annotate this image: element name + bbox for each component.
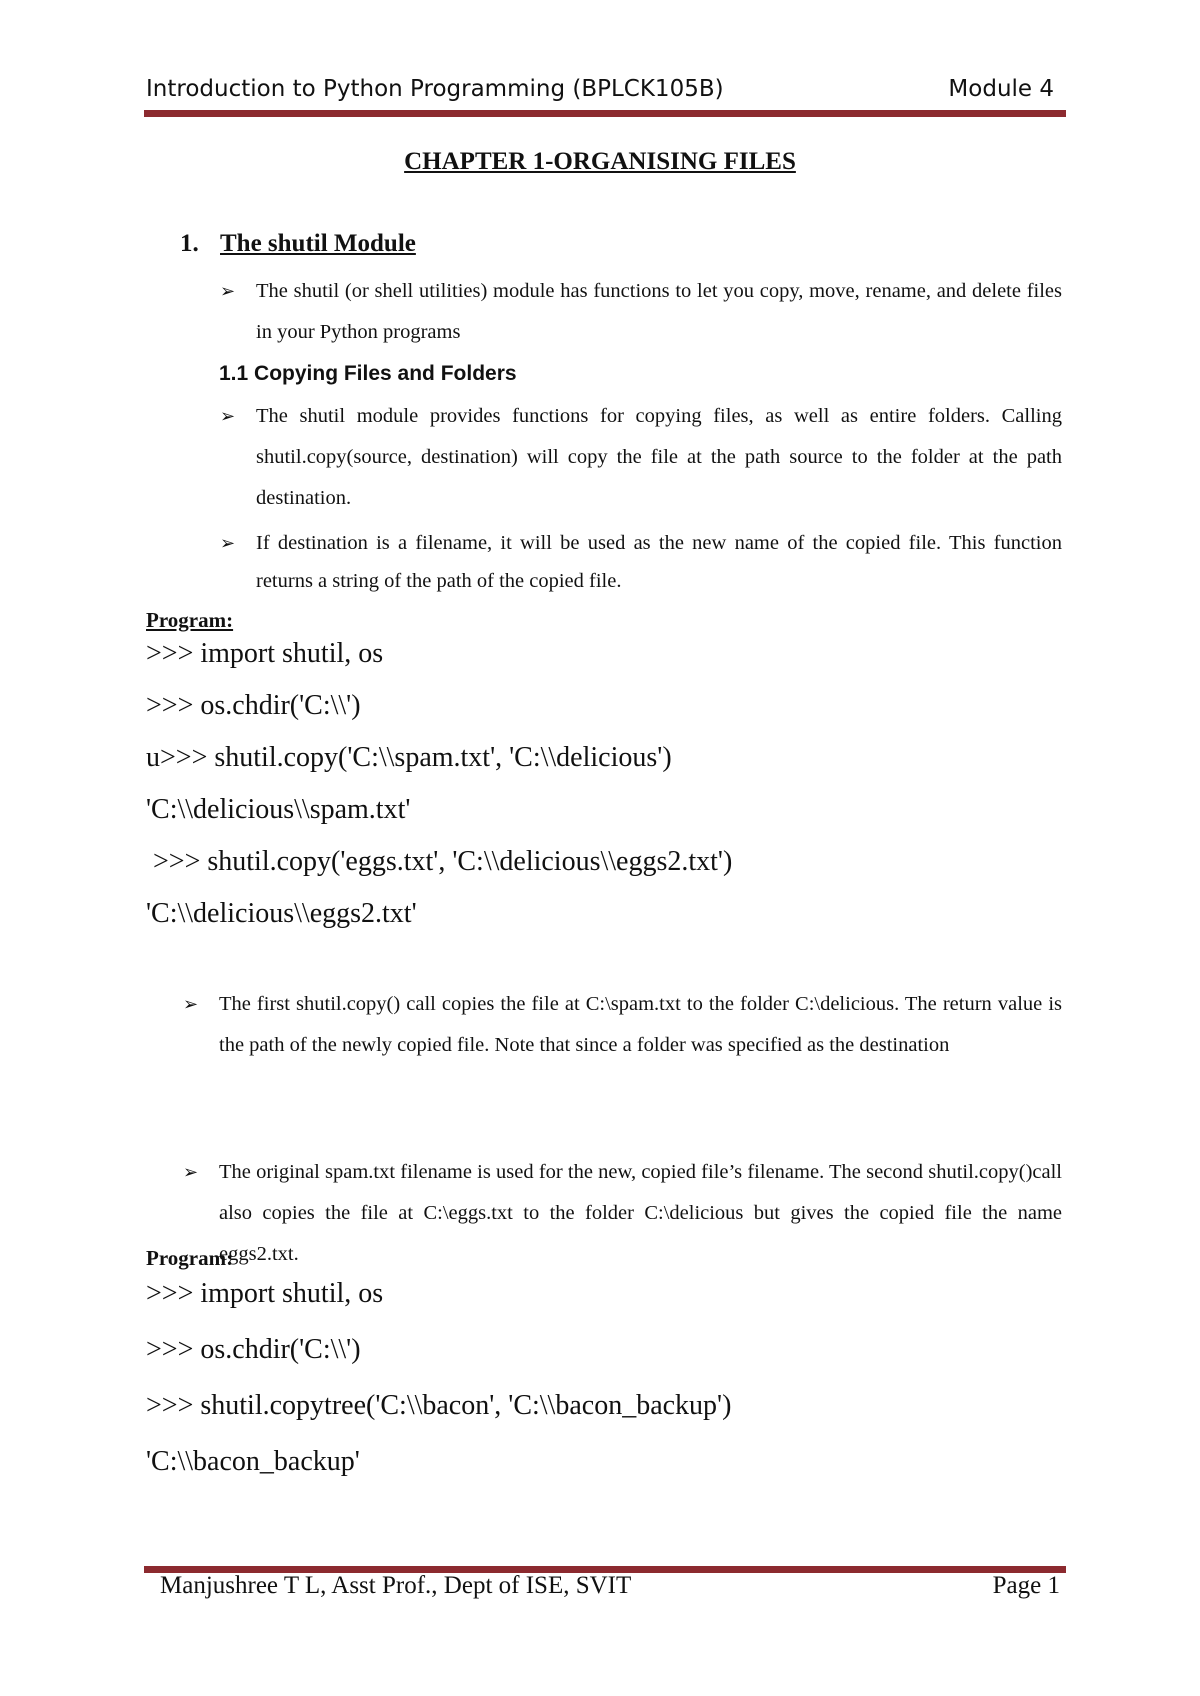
code-line: >>> import shutil, os bbox=[146, 1278, 384, 1309]
bullet-item bbox=[220, 524, 1062, 600]
page-number: Page 1 bbox=[992, 1572, 1060, 1599]
bullet-text: The first shutil.copy() call copies the file at C:\spam.txt to the folder C:\delicious. The return value is the path of the newly copied file. Note that since a folder was specified as the destination bbox=[219, 993, 1062, 1056]
arrow-bullet-icon: ➢ bbox=[183, 994, 199, 1014]
code-line: 'C:\\delicious\\spam.txt' bbox=[146, 794, 411, 825]
program-label: Program: bbox=[146, 608, 234, 632]
arrow-bullet-icon: ➢ bbox=[220, 281, 236, 301]
subsection-title: 1.1 Copying Files and Folders bbox=[219, 362, 517, 385]
code-line: >>> os.chdir('C:\\') bbox=[146, 1334, 361, 1365]
bullet-text: If destination is a filename, it will be used as the new name of the copied file. This function returns a string of the path of the copied file. bbox=[256, 532, 1062, 592]
section-heading bbox=[180, 230, 416, 258]
arrow-bullet-icon: ➢ bbox=[220, 406, 236, 426]
code-line: >>> shutil.copytree('C:\\bacon', 'C:\\bacon_backup') bbox=[146, 1390, 732, 1421]
code-line: >>> import shutil, os bbox=[146, 638, 384, 669]
code-line: >>> shutil.copy('eggs.txt', 'C:\\delicious\\eggs2.txt') bbox=[146, 846, 733, 877]
bullet-item bbox=[183, 984, 1062, 1066]
header-module: Module 4 bbox=[948, 76, 1054, 102]
code-line: 'C:\\bacon_backup' bbox=[146, 1446, 360, 1477]
arrow-bullet-icon: ➢ bbox=[220, 533, 236, 553]
header-rule bbox=[144, 110, 1066, 117]
footer-author: Manjushree T L, Asst Prof., Dept of ISE, SVIT bbox=[160, 1572, 632, 1599]
code-line: >>> os.chdir('C:\\') bbox=[146, 690, 361, 721]
header-title: Introduction to Python Programming (BPLCK105B) bbox=[146, 76, 724, 102]
section-number: 1. bbox=[180, 230, 199, 257]
bullet-item bbox=[220, 271, 1062, 353]
chapter-title: CHAPTER 1-ORGANISING FILES bbox=[404, 148, 796, 175]
bullet-text: The shutil module provides functions for copying files, as well as entire folders. Calling shutil.copy(source, destination) will copy the file at the path source to the folder at the path destination. bbox=[256, 405, 1062, 509]
code-line: 'C:\\delicious\\eggs2.txt' bbox=[146, 898, 417, 929]
page-header bbox=[146, 74, 1064, 114]
bullet-item bbox=[220, 396, 1062, 519]
bullet-text: The shutil (or shell utilities) module has functions to let you copy, move, rename, and delete files in your Python programs bbox=[256, 280, 1062, 343]
program-label: Program: bbox=[146, 1246, 234, 1270]
code-line: u>>> shutil.copy('C:\\spam.txt', 'C:\\delicious') bbox=[146, 742, 672, 773]
arrow-bullet-icon: ➢ bbox=[183, 1162, 199, 1182]
section-title: The shutil Module bbox=[220, 230, 416, 257]
bullet-text: The original spam.txt filename is used for the new, copied file’s filename. The second shutil.copy()call also copies the file at C:\eggs.txt to the folder C:\delicious but gives the copied file the name eggs2.txt. bbox=[219, 1161, 1062, 1265]
